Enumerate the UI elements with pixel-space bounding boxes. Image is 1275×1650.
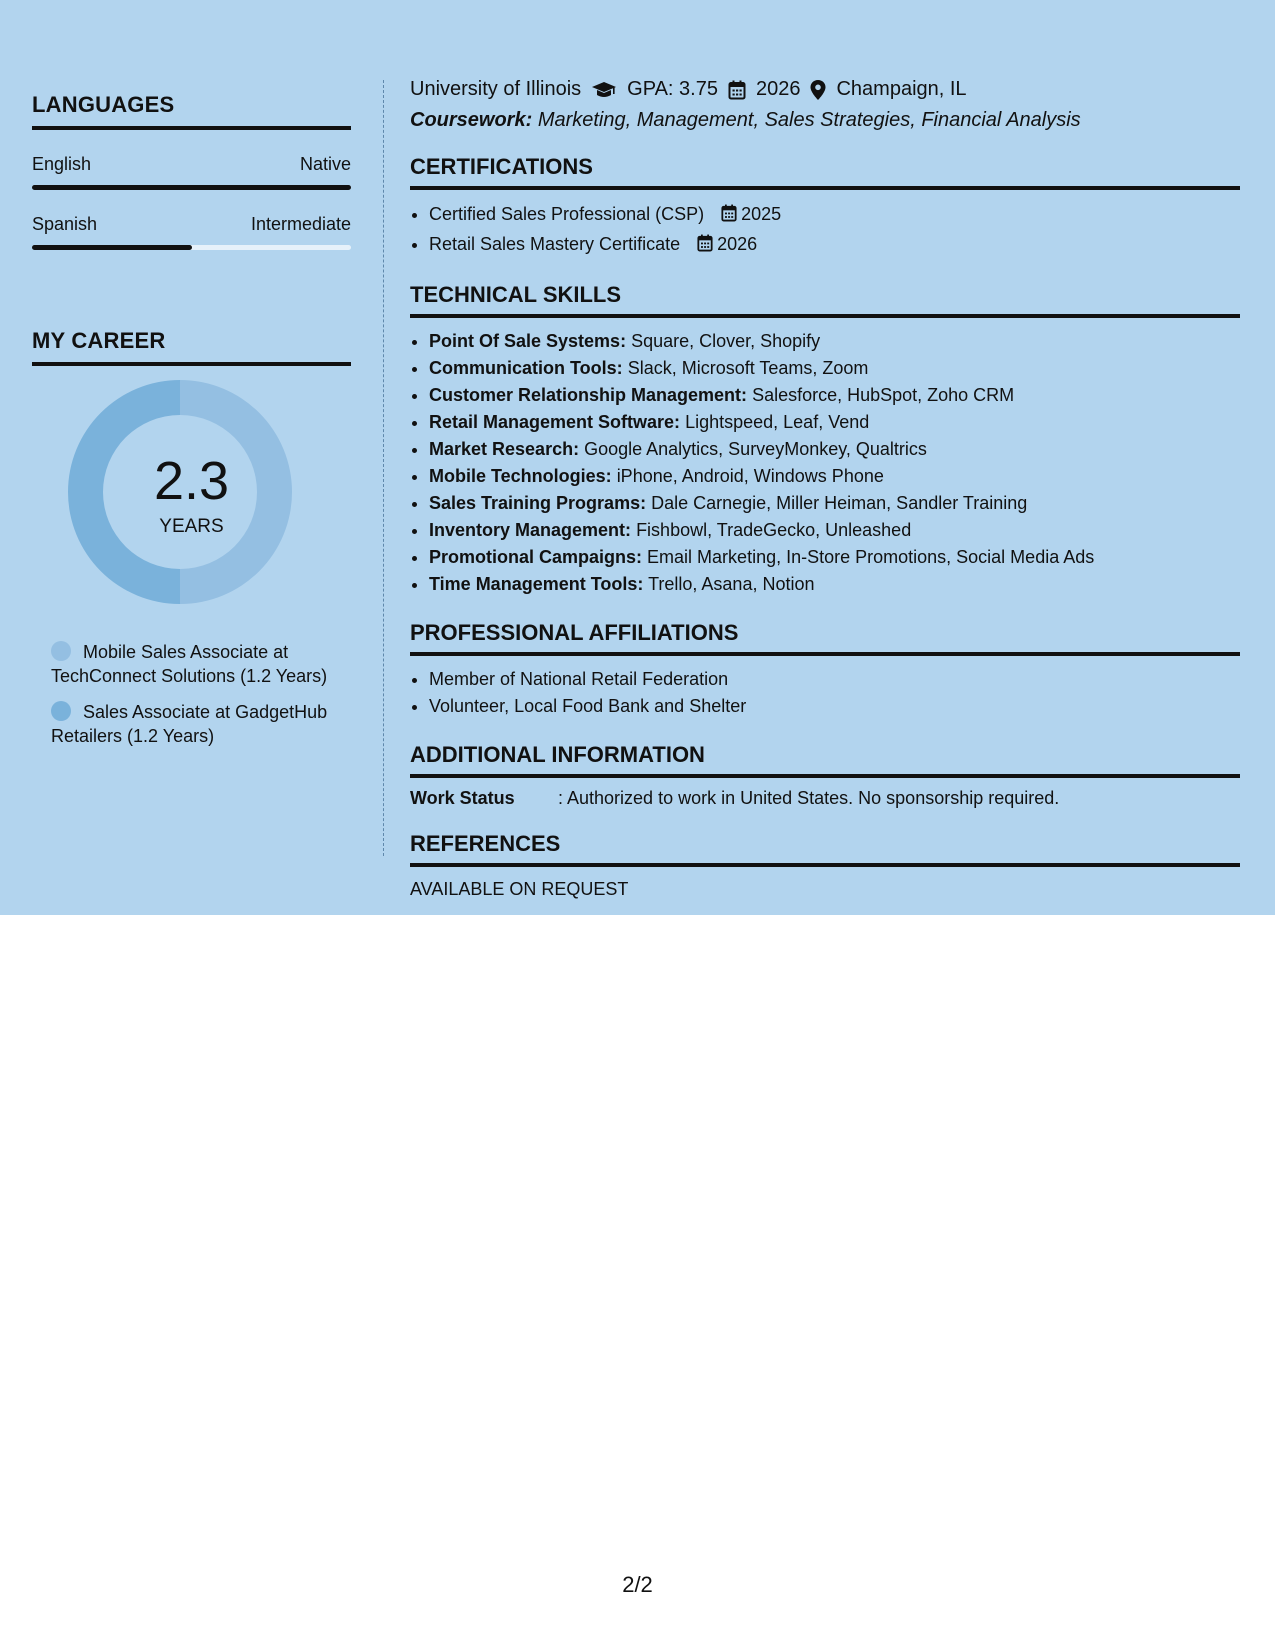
coursework-label: Coursework:	[410, 109, 533, 131]
skill-value: Dale Carnegie, Miller Heiman, Sandler Training	[651, 493, 1028, 513]
gpa: GPA: 3.75	[627, 78, 718, 100]
legend-label: Mobile Sales Associate at TechConnect Solutions (1.2 Years)	[51, 642, 328, 686]
left-column	[32, 92, 351, 760]
skill-label: Sales Training Programs:	[429, 493, 647, 513]
skill-label: Mobile Technologies:	[429, 466, 612, 486]
skill-label: Communication Tools:	[429, 358, 623, 378]
list-item	[429, 490, 1240, 517]
affiliations-list	[410, 666, 1240, 720]
legend-item	[51, 700, 331, 748]
career-total-value: 2.3	[153, 451, 230, 511]
skill-label: Time Management Tools:	[429, 574, 644, 594]
skill-value: Square, Clover, Shopify	[631, 331, 821, 351]
references-text: AVAILABLE ON REQUEST	[410, 879, 629, 899]
calendar-icon	[721, 202, 737, 230]
location: Champaign, IL	[836, 78, 967, 100]
graduation-cap-icon	[591, 80, 617, 100]
list-item: • Volunteer, Local Food Bank and Shelter	[429, 693, 1240, 720]
list-item	[429, 571, 1240, 598]
references-title: REFERENCES	[410, 831, 561, 856]
work-status-value: : Authorized to work in United States. No sponsorship required.	[558, 788, 1060, 808]
language-level: Intermediate	[250, 214, 351, 234]
skill-value: Salesforce, HubSpot, Zoho CRM	[752, 385, 1015, 405]
certification-year: 2026	[717, 234, 758, 254]
additional-info-title: ADDITIONAL INFORMATION	[410, 742, 705, 767]
skill-label: Retail Management Software:	[429, 412, 681, 432]
language-item-spanish	[32, 214, 351, 250]
languages-rule	[32, 126, 351, 130]
affiliations-rule	[410, 652, 1240, 656]
language-proficiency-bar	[32, 245, 351, 250]
list-item	[429, 544, 1240, 571]
coursework	[410, 109, 1240, 132]
skill-value: Google Analytics, SurveyMonkey, Qualtrics	[584, 439, 927, 459]
page-number: 2/2	[622, 1572, 653, 1597]
certification-year: 2025	[741, 204, 782, 224]
career-donut-chart	[32, 380, 351, 640]
language-level: Native	[299, 154, 351, 174]
language-item-english	[32, 154, 351, 190]
skill-value: Lightspeed, Leaf, Vend	[685, 412, 870, 432]
calendar-icon	[697, 232, 713, 260]
work-status-label: Work Status	[410, 788, 515, 808]
column-divider	[383, 80, 384, 856]
legend-item	[51, 640, 331, 688]
list-item	[429, 409, 1240, 436]
skill-value: Email Marketing, In-Store Promotions, Social Media Ads	[647, 547, 1095, 567]
skill-value: Trello, Asana, Notion	[648, 574, 815, 594]
skill-value: Fishbowl, TradeGecko, Unleashed	[636, 520, 912, 540]
affiliations-title: PROFESSIONAL AFFILIATIONS	[410, 620, 739, 645]
legend-dot	[51, 641, 71, 661]
skill-label: Customer Relationship Management:	[429, 385, 748, 405]
list-item	[429, 200, 1240, 230]
technical-skills-rule	[410, 314, 1240, 318]
skill-label: Point Of Sale Systems:	[429, 331, 627, 351]
languages-title: LANGUAGES	[32, 92, 175, 117]
career-total-unit: YEARS	[159, 516, 224, 537]
career-title: MY CAREER	[32, 328, 166, 353]
skill-value: Slack, Microsoft Teams, Zoom	[627, 358, 869, 378]
skill-label: Inventory Management:	[429, 520, 632, 540]
list-item	[429, 463, 1240, 490]
school-name: University of Illinois	[410, 78, 582, 100]
certifications-rule	[410, 186, 1240, 190]
career-rule	[32, 362, 351, 366]
references-rule	[410, 863, 1240, 867]
language-proficiency-bar	[32, 185, 351, 190]
list-item	[429, 517, 1240, 544]
technical-skills-title: TECHNICAL SKILLS	[410, 282, 622, 307]
language-proficiency-fill	[32, 185, 351, 190]
legend-dot	[51, 701, 71, 721]
list-item	[429, 382, 1240, 409]
language-name: Spanish	[32, 214, 98, 234]
list-item: • Member of National Retail Federation	[429, 666, 1240, 693]
graduation-year: 2026	[755, 78, 801, 100]
work-status-row	[410, 788, 1240, 809]
language-proficiency-fill	[32, 245, 192, 250]
list-item	[429, 230, 1240, 260]
calendar-icon	[728, 80, 746, 100]
career-legend	[51, 640, 331, 748]
education-line	[410, 78, 1240, 101]
skill-label: Promotional Campaigns:	[429, 547, 643, 567]
certifications-title: CERTIFICATIONS	[410, 154, 593, 179]
skill-value: iPhone, Android, Windows Phone	[616, 466, 884, 486]
language-name: English	[32, 154, 92, 174]
certification-name: Retail Sales Mastery Certificate	[429, 234, 681, 254]
list-item	[429, 328, 1240, 355]
certifications-list	[410, 200, 1240, 260]
certification-name: Certified Sales Professional (CSP)	[429, 204, 705, 224]
technical-skills-list	[410, 328, 1240, 598]
list-item	[429, 436, 1240, 463]
coursework-list: Marketing, Management, Sales Strategies, Financial Analysis	[537, 109, 1081, 131]
map-pin-icon	[810, 80, 826, 100]
additional-info-rule	[410, 774, 1240, 778]
list-item	[429, 355, 1240, 382]
right-column	[410, 78, 1240, 900]
legend-label: Sales Associate at GadgetHub Retailers (1.2 Years)	[51, 702, 328, 746]
skill-label: Market Research:	[429, 439, 580, 459]
